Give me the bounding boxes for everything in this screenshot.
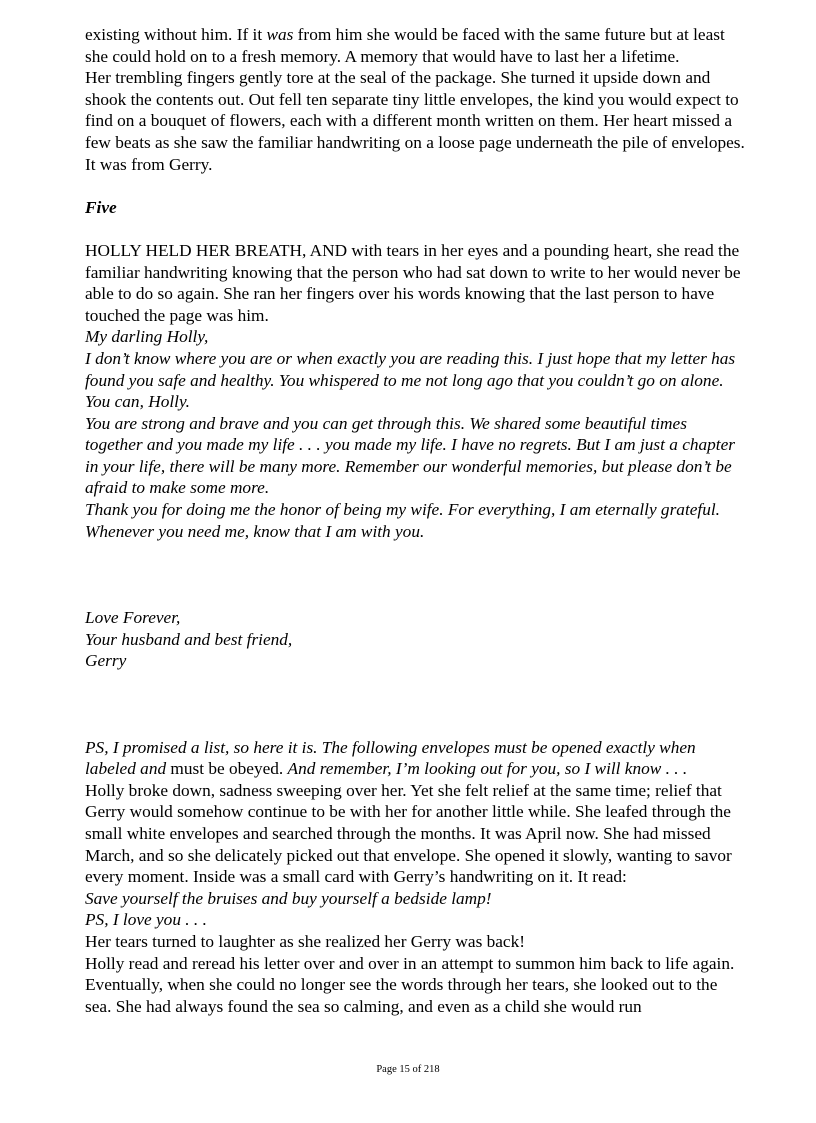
letter-paragraph: You are strong and brave and you can get through this. We shared some beautiful times together and you made my life . . . you made my life. I have no regrets. But I am just a chapter in your life, there will be many more. Remember our wonderful memories, but please don’t be afraid to make some more. xyxy=(85,413,735,498)
letter-postscript: PS, I promised a list, so here it is. The following envelopes must be opened exactly when labeled and must be obeyed. And remember, I’m looking out for you, so I will know . . . xyxy=(85,737,696,779)
paragraph: Holly broke down, sadness sweeping over her. Yet she felt relief at the same time; relief that Gerry would somehow continue to be with her for another little while. She leafed through the small white envelopes and searched through the months. It was April now. She had missed March, and so she delicately picked out that envelope. She opened it slowly, wanting to savor every moment. Inside was a small card with Gerry’s handwriting on it. It read: xyxy=(85,780,732,887)
letter-signature: Gerry xyxy=(85,651,127,671)
card-text: Save yourself the bruises and buy yourself a bedside lamp! xyxy=(85,888,492,908)
page-body xyxy=(85,24,745,1017)
letter-closing: Love Forever, xyxy=(85,608,181,628)
paragraph: Her tears turned to laughter as she realized her Gerry was back! xyxy=(85,931,525,951)
paragraph: existing without him. If it was from him she would be faced with the same future but at least she could hold on to a fresh memory. A memory that would have to last her a lifetime. xyxy=(85,25,725,66)
paragraph: Her trembling fingers gently tore at the seal of the package. She turned it upside down and shook the contents out. Out fell ten separate tiny little envelopes, the kind you would expect to find on a bouquet of flowers, each with a different month written on them. Her heart missed a few beats as she saw the familiar handwriting on a loose page underneath the pile of envelopes. xyxy=(85,68,745,152)
paragraph: Holly read and reread his letter over and over in an attempt to summon him back to life again. Eventually, when she could no longer see the words through her tears, she looked out to the sea. She had always found the sea so calming, and even as a child she would run xyxy=(85,953,735,1016)
paragraph: It was from Gerry. xyxy=(85,154,213,174)
letter-greeting: My darling Holly, xyxy=(85,327,209,347)
page-number: Page 15 of 218 xyxy=(376,1064,440,1075)
card-text: PS, I love you . . . xyxy=(85,910,207,930)
emphasis: was xyxy=(266,25,294,44)
letter-paragraph: Thank you for doing me the honor of being my wife. For everything, I am eternally grateful. Whenever you need me, know that I am with you. xyxy=(85,500,720,541)
chapter-heading: Five xyxy=(85,197,117,217)
paragraph: HOLLY HELD HER BREATH, AND with tears in her eyes and a pounding heart, she read the familiar handwriting knowing that the person who had sat down to write to her would never be able to do so again. She ran her fingers over his words knowing that the last person to have touched the page was him. xyxy=(85,240,741,325)
letter-closing: Your husband and best friend, xyxy=(85,629,293,649)
letter-paragraph: I don’t know where you are or when exactly you are reading this. I just hope that my letter has found you safe and healthy. You whispered to me not long ago that you couldn’t go on alone. You can, Holly. xyxy=(85,348,736,412)
